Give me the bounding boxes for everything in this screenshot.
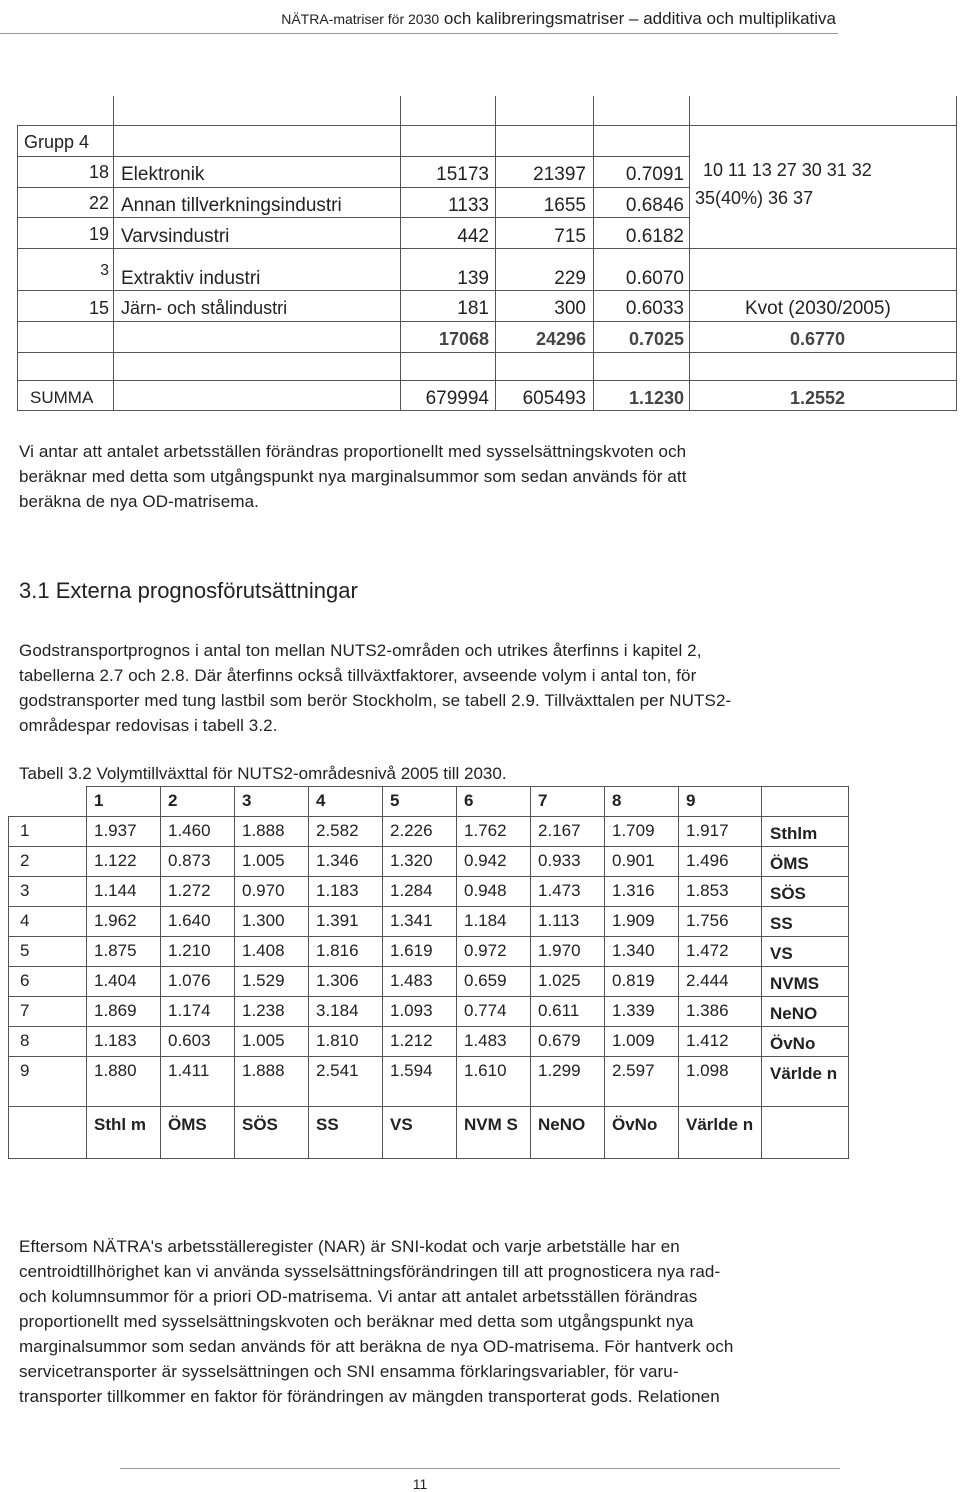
table-border — [8, 906, 849, 907]
table-border — [8, 846, 849, 847]
section-heading: 3.1 Externa prognosförutsättningar — [19, 578, 358, 603]
table-border — [689, 96, 690, 411]
paragraph-line: godstransporter med tung lastbil som berör Stockholm, se tabell 2.9. Tillväxttalen per NUTS2- — [19, 691, 732, 710]
table-cell: 0.901 — [612, 851, 655, 870]
table-cell: 1.272 — [168, 881, 211, 900]
industry-group-table — [17, 96, 957, 411]
table-cell: 2.597 — [612, 1061, 655, 1080]
column-header: 9 — [686, 791, 696, 810]
table-cell: 2.582 — [316, 821, 359, 840]
kvot-label: Kvot (2030/2005) — [745, 298, 891, 319]
paragraph-employment — [19, 439, 687, 514]
paragraph-line: proportionellt med sysselsättningskvoten och beräknar med detta som utgångspunkt nya — [19, 1312, 694, 1331]
column-header: 2 — [168, 791, 178, 810]
table-border — [17, 156, 690, 157]
table-border — [593, 96, 594, 411]
table-border — [604, 786, 605, 1158]
table-cell: 1.875 — [94, 941, 137, 960]
table-cell: 1.174 — [168, 1001, 211, 1020]
table-cell: 1.005 — [242, 851, 285, 870]
table-border — [234, 786, 235, 1158]
column-region-label: SS — [316, 1115, 339, 1134]
row-region-label: NVMS — [770, 974, 820, 993]
table-border — [86, 786, 87, 1158]
table-cell: 1.917 — [686, 821, 729, 840]
group-total-ratio: 0.7025 — [628, 329, 684, 349]
header-title-rest: och kalibreringsmatriser – additiva och multiplikativa — [439, 9, 836, 28]
row-id: 2 — [20, 851, 30, 870]
table-cell: 1.810 — [316, 1031, 359, 1050]
table-cell: 1.473 — [538, 881, 581, 900]
header-title-prefix: NÄTRA-matriser för 2030 — [281, 11, 440, 27]
table-cell: 1.299 — [538, 1061, 581, 1080]
table-border — [8, 996, 849, 997]
table-border — [8, 936, 849, 937]
table-cell: 0.948 — [464, 881, 507, 900]
table-border — [160, 786, 161, 1158]
table-cell: 1.970 — [538, 941, 581, 960]
table-border — [17, 217, 690, 218]
table-border — [17, 352, 957, 353]
table-cell: 1.183 — [316, 881, 359, 900]
table-cell: 1.184 — [464, 911, 507, 930]
row-name: Järn- och stålindustri — [121, 298, 288, 318]
column-region-label: NeNO — [538, 1115, 586, 1134]
table-border — [308, 786, 309, 1158]
column-region-label: SÖS — [242, 1115, 278, 1134]
table-cell: 1.640 — [168, 911, 211, 930]
table-cell: 2.226 — [390, 821, 433, 840]
table-cell: 0.659 — [464, 971, 507, 990]
row-ratio: 0.6070 — [625, 268, 684, 289]
table-cell: 0.933 — [538, 851, 581, 870]
table-cell: 1.411 — [168, 1061, 210, 1080]
paragraph-line: transporter tillkommer en faktor för förändringen av mängden transporterat gods. Relationen — [19, 1387, 720, 1406]
summa-kvot: 1.2552 — [790, 388, 846, 408]
row-value-2005: 181 — [457, 298, 489, 319]
row-value-2005: 139 — [457, 268, 489, 289]
row-ratio: 0.6033 — [625, 298, 684, 319]
table-cell: 1.025 — [538, 971, 581, 990]
table-cell: 1.340 — [612, 941, 655, 960]
table-cell: 1.869 — [94, 1001, 137, 1020]
paragraph-line: centroidtillhörighet kan vi använda sysselsättningsförändringen till att prognosticera nya rad- — [19, 1262, 721, 1281]
table-cell: 1.619 — [390, 941, 433, 960]
paragraph-line: marginalsummor som sedan används för att beräkna de nya OD-matrisema. För hantverk och — [19, 1337, 734, 1356]
row-value-2005: 1133 — [448, 195, 489, 216]
paragraph-line: Vi antar att antalet arbetsställen förändras proportionellt med sysselsättningskvoten och — [19, 442, 687, 461]
row-value-2030: 229 — [554, 268, 586, 289]
table-border — [8, 816, 849, 817]
table-cell: 1.238 — [242, 1001, 285, 1020]
table-cell: 1.386 — [686, 1001, 729, 1020]
table-border — [17, 187, 690, 188]
table-cell: 2.167 — [538, 821, 581, 840]
table-border — [456, 786, 457, 1158]
row-value-2030: 715 — [554, 226, 586, 247]
group-total-kvot: 0.6770 — [790, 329, 846, 349]
row-id: 4 — [20, 911, 30, 930]
group-total-2030: 24296 — [535, 329, 586, 349]
table-cell: 0.819 — [612, 971, 655, 990]
row-id: 5 — [20, 941, 30, 960]
table-border — [761, 786, 762, 1158]
row-value-2030: 1655 — [543, 195, 586, 216]
table-cell: 1.888 — [242, 1061, 285, 1080]
column-region-label: VS — [390, 1115, 413, 1134]
table-border — [8, 1158, 849, 1159]
table-cell: 1.460 — [168, 821, 211, 840]
table-cell: 0.873 — [168, 851, 211, 870]
column-header: 1 — [94, 791, 104, 810]
paragraph-line: Godstransportprognos i antal ton mellan NUTS2-områden och utrikes återfinns i kapitel 2, — [19, 641, 702, 660]
column-region-label: ÖMS — [168, 1115, 207, 1134]
table-border — [8, 876, 849, 877]
row-value-2030: 300 — [554, 298, 586, 319]
table-border — [17, 380, 957, 381]
table-cell: 0.603 — [168, 1031, 211, 1050]
table-border — [17, 290, 957, 291]
table-cell: 1.909 — [612, 911, 655, 930]
row-code: 22 — [88, 193, 109, 213]
table-cell: 0.679 — [538, 1031, 581, 1050]
table-cell: 1.005 — [242, 1031, 285, 1050]
row-region-label: ÖvNo — [770, 1034, 816, 1053]
paragraph-line: områdespar redovisas i tabell 3.2. — [19, 716, 278, 735]
table-cell: 1.880 — [94, 1061, 137, 1080]
table-border — [956, 96, 957, 411]
table-cell: 1.346 — [316, 851, 359, 870]
page-number: 11 — [412, 1476, 428, 1492]
table-cell: 1.529 — [242, 971, 285, 990]
column-region-label: Sthl m — [94, 1115, 146, 1134]
summa-2030: 605493 — [522, 388, 586, 409]
table-cell: 1.341 — [390, 911, 433, 930]
table-cell: 1.391 — [316, 911, 359, 930]
summa-label: SUMMA — [30, 388, 94, 407]
row-id: 7 — [20, 1001, 30, 1020]
table-border — [17, 125, 18, 411]
row-name: Elektronik — [121, 164, 205, 185]
table-cell: 1.306 — [316, 971, 359, 990]
growth-factor-table — [8, 786, 848, 1158]
table-cell: 1.113 — [538, 911, 580, 930]
table-cell: 1.320 — [390, 851, 433, 870]
table-cell: 1.098 — [686, 1061, 729, 1080]
table-border — [8, 1106, 849, 1107]
row-ratio: 0.6182 — [625, 226, 684, 247]
table-border — [86, 786, 849, 787]
paragraph-line: beräknar med detta som utgångspunkt nya marginalsummor som sedan används för att — [19, 467, 687, 486]
table-cell: 1.937 — [94, 821, 137, 840]
table-cell: 1.144 — [94, 881, 137, 900]
row-name: Extraktiv industri — [121, 268, 261, 289]
row-region-label: Världe n — [770, 1064, 838, 1083]
table-cell: 1.756 — [686, 911, 729, 930]
table-border — [495, 96, 496, 411]
group-label: Grupp 4 — [24, 132, 90, 152]
row-id: 3 — [20, 881, 30, 900]
column-region-label: ÖvNo — [612, 1115, 658, 1134]
side-note-codes-line2: 35(40%) 36 37 — [695, 188, 814, 208]
table-cell: 1.962 — [94, 911, 137, 930]
summa-2005: 679994 — [425, 388, 489, 409]
table-border — [113, 96, 114, 411]
table-cell: 1.888 — [242, 821, 285, 840]
table-cell: 0.611 — [538, 1001, 580, 1020]
row-id: 6 — [20, 971, 30, 990]
row-value-2030: 21397 — [533, 164, 586, 185]
table-border — [530, 786, 531, 1158]
column-region-label: Världe n — [686, 1115, 754, 1134]
table-cell: 1.300 — [242, 911, 285, 930]
table-cell: 1.483 — [464, 1031, 507, 1050]
table-cell: 0.970 — [242, 881, 285, 900]
row-id: 1 — [20, 821, 30, 840]
table-cell: 1.853 — [686, 881, 729, 900]
paragraph-line: Eftersom NÄTRA's arbetsställeregister (NAR) är SNI-kodat och varje arbetställe har en — [19, 1237, 680, 1256]
header-title — [281, 9, 836, 29]
table-caption: Tabell 3.2 Volymtillväxttal för NUTS2-områdesnivå 2005 till 2030. — [19, 764, 507, 783]
row-value-2005: 15173 — [436, 164, 489, 185]
table-cell: 1.408 — [242, 941, 285, 960]
table-cell: 0.942 — [464, 851, 507, 870]
row-code: 19 — [88, 224, 109, 244]
row-region-label: NeNO — [770, 1004, 818, 1023]
row-code: 18 — [88, 162, 109, 182]
row-region-label: Sthlm — [770, 824, 818, 843]
table-cell: 1.339 — [612, 1001, 655, 1020]
table-border — [17, 321, 957, 322]
table-cell: 1.183 — [94, 1031, 137, 1050]
table-cell: 1.483 — [390, 971, 433, 990]
table-border — [8, 1026, 849, 1027]
table-border — [17, 248, 957, 249]
summa-ratio: 1.1230 — [628, 388, 684, 408]
row-value-2005: 442 — [457, 226, 489, 247]
table-cell: 0.972 — [464, 941, 507, 960]
row-region-label: ÖMS — [770, 854, 809, 873]
paragraph-line: tabellerna 2.7 och 2.8. Där återfinns också tillväxtfaktorer, avseende volym i antal ton, för — [19, 666, 697, 685]
row-name: Annan tillverkningsindustri — [121, 195, 342, 216]
column-header: 7 — [538, 791, 548, 810]
page-header — [0, 0, 960, 36]
table-cell: 1.316 — [612, 881, 655, 900]
row-ratio: 0.7091 — [625, 164, 684, 185]
footer-rule — [120, 1468, 840, 1469]
table-cell: 1.610 — [464, 1061, 507, 1080]
paragraph-line: och kolumnsummor för a priori OD-matrisema. Vi antar att antalet arbetsställen förändras — [19, 1287, 698, 1306]
table-cell: 1.496 — [686, 851, 729, 870]
column-header: 3 — [242, 791, 252, 810]
paragraph-line: servicetransporter är sysselsättningen och SNI ensamma förklaringsvariabler, för varu- — [19, 1362, 679, 1381]
table-cell: 0.774 — [464, 1001, 507, 1020]
header-rule — [0, 33, 838, 34]
table-cell: 1.404 — [94, 971, 137, 990]
paragraph-prognosis — [19, 638, 731, 738]
side-note-codes-line1: 10 11 13 27 30 31 32 — [703, 160, 872, 180]
table-cell: 1.412 — [686, 1031, 729, 1050]
row-ratio: 0.6846 — [625, 195, 684, 216]
row-code: 15 — [88, 298, 109, 318]
table-cell: 1.093 — [390, 1001, 433, 1020]
table-cell: 1.212 — [390, 1031, 433, 1050]
table-cell: 2.541 — [316, 1061, 359, 1080]
paragraph-nar — [19, 1234, 733, 1409]
table-border — [8, 966, 849, 967]
column-header: 5 — [390, 791, 400, 810]
table-cell: 1.009 — [612, 1031, 655, 1050]
table-border — [678, 786, 679, 1158]
paragraph-line: beräkna de nya OD-matrisema. — [19, 492, 259, 511]
row-id: 9 — [20, 1061, 30, 1080]
table-cell: 1.472 — [686, 941, 729, 960]
table-border — [848, 786, 849, 1158]
group-total-2005: 17068 — [438, 329, 489, 349]
row-id: 8 — [20, 1031, 30, 1050]
table-border — [8, 1056, 849, 1057]
table-cell: 1.816 — [316, 941, 359, 960]
row-region-label: VS — [770, 944, 793, 963]
column-header: 8 — [612, 791, 622, 810]
table-border — [382, 786, 383, 1158]
row-code: 3 — [100, 262, 109, 279]
column-header: 4 — [316, 791, 326, 810]
row-region-label: SS — [770, 914, 793, 933]
table-cell: 1.284 — [390, 881, 433, 900]
table-border — [17, 125, 957, 126]
table-cell: 1.210 — [168, 941, 211, 960]
table-cell: 1.122 — [94, 851, 137, 870]
table-cell: 2.444 — [686, 971, 729, 990]
table-cell: 1.709 — [612, 821, 655, 840]
table-cell: 3.184 — [316, 1001, 359, 1020]
table-border — [17, 410, 957, 411]
row-name: Varvsindustri — [121, 226, 230, 247]
table-cell: 1.762 — [464, 821, 507, 840]
column-header: 6 — [464, 791, 474, 810]
table-cell: 1.594 — [390, 1061, 433, 1080]
column-region-label: NVM S — [464, 1115, 518, 1134]
table-cell: 1.076 — [168, 971, 211, 990]
table-border — [400, 96, 401, 411]
row-region-label: SÖS — [770, 884, 806, 903]
